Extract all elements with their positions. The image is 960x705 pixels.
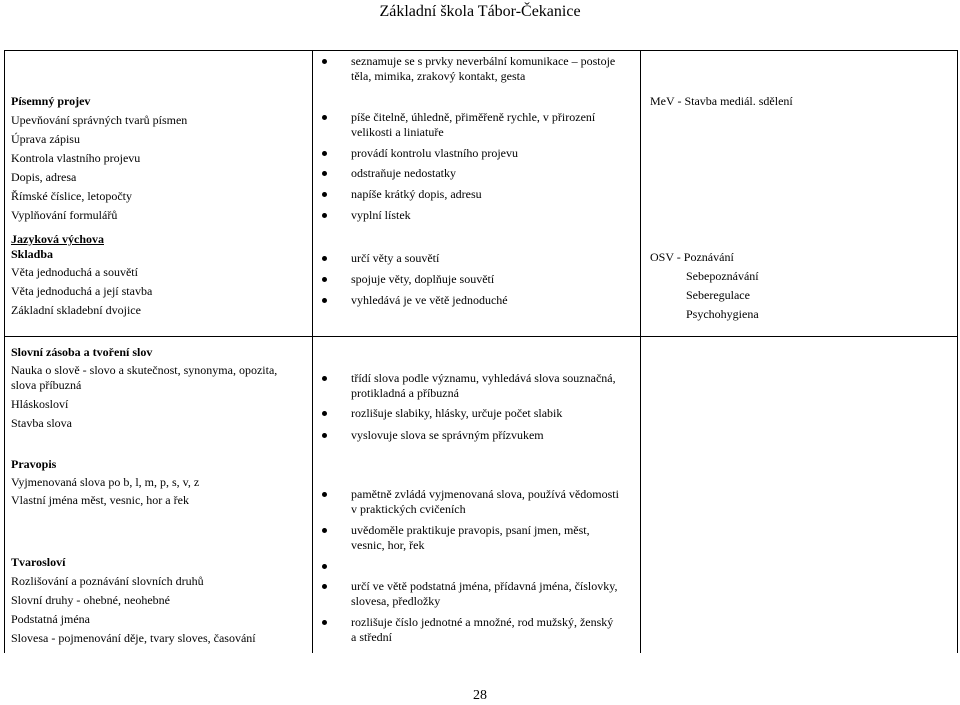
column-divider-2: [640, 50, 641, 653]
topic-item: Věta jednoduchá a její stavba: [11, 284, 153, 298]
bullet-icon: [322, 411, 327, 416]
topic-item: Stavba slova: [11, 416, 72, 430]
bullet-icon: [322, 492, 327, 497]
topic-block-written: [11, 94, 187, 223]
bullet-icon: [322, 376, 327, 381]
topic-block-vocabulary: [11, 345, 277, 431]
topic-item: Vyjmenovaná slova po b, l, m, p, s, v, z: [11, 475, 200, 489]
topic-block-morphology: [11, 555, 256, 646]
theme-osv: [650, 250, 759, 322]
topic-block-spelling: [11, 457, 199, 508]
theme-label: MeV - Stavba mediál. sdělení: [650, 94, 793, 108]
topic-item: Upevňování správných tvarů písmen: [11, 113, 188, 127]
column-divider-1: [312, 50, 313, 653]
bullet-icon: [322, 213, 327, 218]
topic-item: Hláskosloví: [11, 397, 69, 411]
topic-item: Vlastní jména měst, vesnic, hor a řek: [11, 493, 189, 507]
topic-item: Základní skladební dvojice: [11, 303, 141, 317]
theme-label: OSV - Poznávání: [650, 250, 734, 264]
section-heading: Jazyková výchova: [11, 232, 104, 246]
section-heading: Pravopis: [11, 457, 57, 471]
theme-subitem: Psychohygiena: [686, 307, 759, 321]
bullet-icon: [322, 298, 327, 303]
theme-mev: [650, 94, 793, 109]
section-heading: Písemný projev: [11, 94, 91, 108]
bullet-icon: [322, 115, 327, 120]
bullet-icon: [322, 192, 327, 197]
school-header: Základní škola Tábor-Čekanice: [379, 3, 581, 20]
topic-item: Vyplňování formulářů: [11, 208, 118, 222]
bullet-icon: [322, 151, 327, 156]
row-divider: [4, 336, 958, 337]
topic-item: Věta jednoduchá a souvětí: [11, 265, 138, 279]
bullet-icon: [322, 620, 327, 625]
topic-item: Kontrola vlastního projevu: [11, 151, 141, 165]
topic-block-language: [11, 232, 152, 318]
subsection-heading: Skladba: [11, 247, 54, 261]
section-heading: Tvarosloví: [11, 555, 66, 569]
topic-item: Dopis, adresa: [11, 170, 77, 184]
bullet-icon: [322, 171, 327, 176]
topic-item: Římské číslice, letopočty: [11, 189, 132, 203]
topic-item: Podstatná jména: [11, 612, 90, 626]
bullet-icon: [322, 564, 327, 569]
theme-subitem: Seberegulace: [686, 288, 750, 302]
topic-item: Slovní druhy - ohebné, neohebné: [11, 593, 170, 607]
bullet-icon: [322, 584, 327, 589]
bullet-icon: [322, 59, 327, 64]
section-heading: Slovní zásoba a tvoření slov: [11, 345, 153, 359]
bullet-icon: [322, 433, 327, 438]
topic-item: slova příbuzná: [11, 378, 82, 392]
theme-subitem: Sebepoznávání: [686, 269, 759, 283]
topic-item: Rozlišování a poznávání slovních druhů: [11, 574, 204, 588]
bullet-icon: [322, 277, 327, 282]
topic-item: Nauka o slově - slovo a skutečnost, synonyma, opozita,: [11, 363, 278, 377]
topic-item: Slovesa - pojmenování děje, tvary sloves, časování: [11, 631, 256, 645]
bullet-icon: [322, 256, 327, 261]
topic-item: Úprava zápisu: [11, 132, 80, 146]
bullet-icon: [322, 528, 327, 533]
page-number: 28: [473, 688, 487, 703]
